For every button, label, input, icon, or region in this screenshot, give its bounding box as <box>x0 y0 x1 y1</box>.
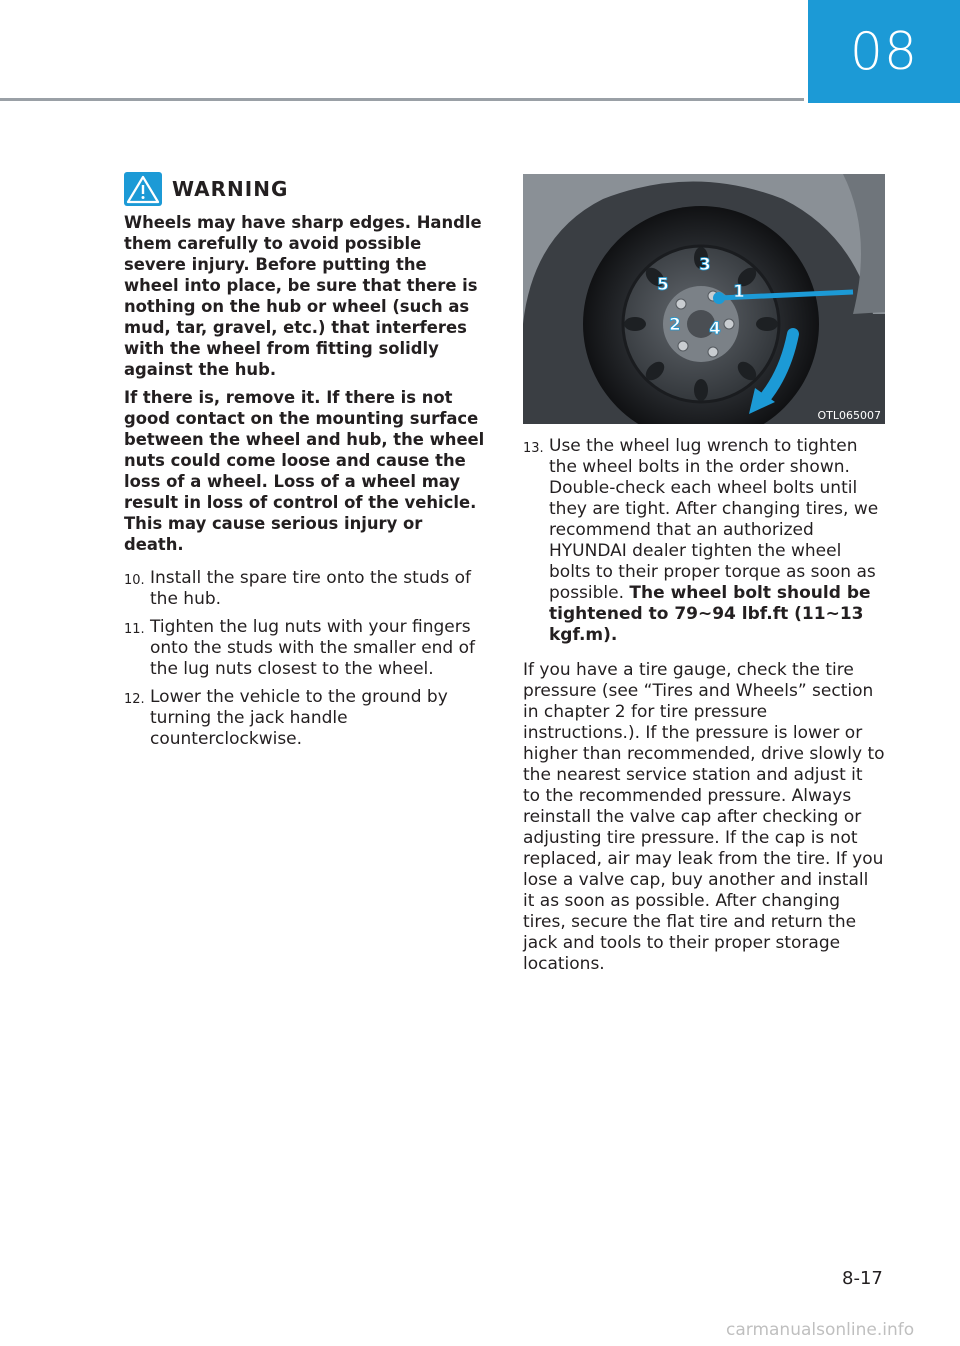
step-text: Lower the vehicle to the ground by turning the jack handle counterclockwise. <box>150 687 448 749</box>
warning-box <box>124 172 486 562</box>
warning-paragraph: If there is, remove it. If there is not good contact on the mounting surface between the wheel and hub, the wheel nuts could come loose and cause the loss of a wheel. Loss of a wheel may result in loss of control of the vehicle. This may cause serious injury or death. <box>124 388 485 554</box>
wheel-illustration <box>523 174 885 424</box>
wheel-figure <box>523 174 885 424</box>
step-number: 12. <box>124 692 145 707</box>
steps-list <box>124 568 486 757</box>
bolt-label: 1 <box>733 282 745 302</box>
header-rule <box>0 98 804 101</box>
list-item <box>124 568 486 610</box>
step-text <box>549 436 885 646</box>
list-item <box>523 436 885 646</box>
step-text: Tighten the lug nuts with your fingers onto the studs with the smaller end of the lug nuts closest to the wheel. <box>150 617 476 679</box>
warning-title: WARNING <box>172 177 289 201</box>
step-number: 10. <box>124 573 145 588</box>
bolt-label: 5 <box>657 275 669 295</box>
warning-header <box>124 172 486 206</box>
tire-pressure-paragraph: If you have a tire gauge, check the tire pressure (see “Tires and Wheels” section in chapter 2 for tire pressure instructions.). If the pressure is lower or higher than recommended, drive slowly to the nearest service station and adjust it to the recommended pressure. Always reinstall the valve cap after checking or adjusting tire pressure. If the cap is not replaced, air may leak from the tire. If you lose a valve cap, buy another and install it as soon as possible. After changing tires, secure the flat tire and return the jack and tools to their proper storage locations. <box>523 660 885 974</box>
bolt-label: 2 <box>669 315 681 335</box>
right-column <box>523 436 885 975</box>
bolt-label: 3 <box>699 255 711 275</box>
step-number: 13. <box>523 441 544 456</box>
bolt-label: 4 <box>709 319 721 339</box>
warning-paragraph: Wheels may have sharp edges. Handle them carefully to avoid possible severe injury. Before putting the wheel into place, be sure that there is nothing on the hub or wheel (such as mud, tar, gravel, etc.) that interferes with the wheel from fitting solidly against the hub. <box>124 213 482 379</box>
step-13-text: Use the wheel lug wrench to tighten the wheel bolts in the order shown. Double-check each wheel bolts until they are tight. After changing tires, we recommend that an authorized HYUNDAI dealer tighten the wheel bolts to their proper torque as soon as possible. <box>549 436 879 603</box>
list-item <box>124 617 486 680</box>
chapter-tab: 08 <box>808 0 960 103</box>
watermark: carmanualsonline.info <box>726 1320 915 1340</box>
figure-code: OTL065007 <box>817 409 881 422</box>
step-text: Install the spare tire onto the studs of the hub. <box>150 568 471 609</box>
page-number: 8-17 <box>842 1268 883 1289</box>
step-number: 11. <box>124 622 145 637</box>
torque-spec: The wheel bolt should be tightened to 79~94 lbf.ft (11~13 kgf.m). <box>549 583 871 645</box>
warning-triangle-icon <box>124 172 162 206</box>
list-item <box>124 687 486 750</box>
